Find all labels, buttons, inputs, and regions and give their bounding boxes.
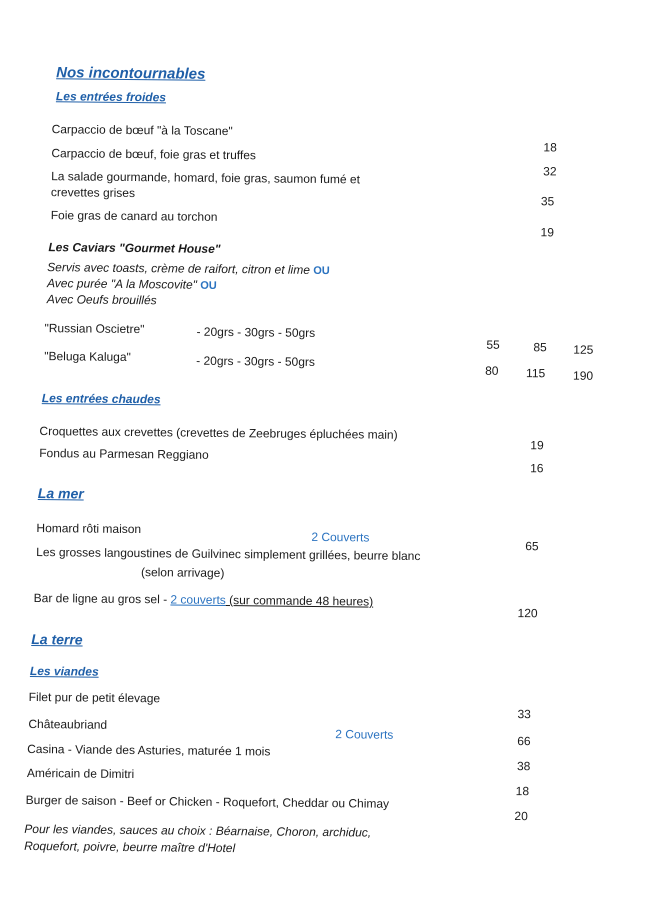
caviar-sizes: - 20grs - 30grs - 50grs (196, 324, 316, 340)
menu-item: Foie gras de canard au torchon (50, 208, 218, 224)
section-entrees-froides-title: Les entrées froides (55, 89, 167, 105)
menu-item: Croquettes aux crevettes (crevettes de Zeebruges épluchées main) (39, 424, 398, 442)
caviars-ou: OU (313, 264, 330, 278)
menu-item-continued: crevettes grises (50, 185, 136, 201)
bar-couverts: 2 couverts (170, 592, 226, 608)
caviars-ou: OU (200, 279, 217, 292)
section-la-mer-title: La mer (37, 485, 84, 502)
section-la-terre-title: La terre (31, 630, 83, 648)
caviars-description (47, 260, 330, 277)
menu-price: 32 (543, 164, 557, 179)
caviar-price: 190 (573, 368, 594, 383)
section-viandes-title: Les viandes (29, 663, 99, 679)
menu-price: 120 (517, 606, 538, 621)
caviar-price: 85 (533, 340, 547, 355)
menu-item (34, 591, 374, 609)
menu-item: Fondus au Parmesan Reggiano (39, 446, 209, 462)
section-entrees-chaudes-title: Les entrées chaudes (41, 391, 161, 407)
menu-item-note: (selon arrivage) (140, 565, 225, 581)
page-title: Nos incontournables (56, 64, 206, 83)
menu-item: Casina - Viande des Asturies, maturée 1 mois (27, 741, 271, 759)
caviar-sizes: - 20grs - 30grs - 50grs (196, 353, 316, 369)
caviars-line1: Servis avec toasts, crème de raifort, citron et lime (47, 260, 311, 277)
caviars-description (47, 276, 217, 292)
menu-price: 65 (525, 539, 539, 554)
caviar-price: 80 (485, 363, 499, 378)
caviar-item: "Russian Oscietre" (44, 321, 145, 337)
menu-price: 16 (530, 461, 544, 476)
bar-prefix: Bar de ligne au gros sel - (33, 591, 171, 607)
caviar-price: 55 (486, 337, 500, 352)
couverts-note: 2 Couverts (311, 529, 370, 545)
menu-price: 38 (516, 759, 531, 774)
caviars-line2: Avec purée "A la Moscovite" (46, 276, 198, 292)
menu-price: 35 (540, 194, 555, 209)
menu-price: 33 (517, 707, 531, 722)
menu-price: 20 (514, 809, 528, 824)
sauces-note: Pour les viandes, sauces au choix : Béarnaise, Choron, archiduc, (24, 821, 372, 840)
menu-item: Homard rôti maison (36, 521, 142, 537)
sauces-note-continued: Roquefort, poivre, beurre maître d'Hotel (24, 838, 236, 856)
menu-item: Les grosses langoustines de Guilvinec simplement grillées, beurre blanc (36, 545, 421, 564)
menu-price: 66 (517, 734, 531, 749)
menu-item: Carpaccio de bœuf, foie gras et truffes (51, 146, 256, 163)
menu-item: Châteaubriand (28, 716, 108, 732)
menu-item: Burger de saison - Beef or Chicken - Roquefort, Cheddar ou Chimay (25, 792, 390, 811)
caviars-line3: Avec Oeufs brouillés (46, 292, 157, 308)
caviar-price: 125 (573, 342, 594, 357)
menu-price: 19 (530, 438, 544, 453)
bar-suffix: (sur commande 48 heures) (225, 593, 374, 609)
menu-price: 18 (515, 784, 530, 799)
caviar-price: 115 (526, 366, 546, 381)
caviar-item: "Beluga Kaluga" (44, 349, 131, 365)
menu-item: La salade gourmande, homard, foie gras, saumon fumé et (51, 169, 361, 187)
menu-item: Filet pur de petit élevage (28, 689, 161, 706)
menu-price: 18 (543, 140, 557, 155)
menu-price: 19 (540, 225, 555, 240)
couverts-note: 2 Couverts (335, 727, 394, 742)
menu-item: Américain de Dimitri (26, 765, 135, 782)
caviars-title: Les Caviars "Gourmet House" (48, 240, 221, 256)
menu-item: Carpaccio de bœuf "à la Toscane" (51, 122, 233, 139)
